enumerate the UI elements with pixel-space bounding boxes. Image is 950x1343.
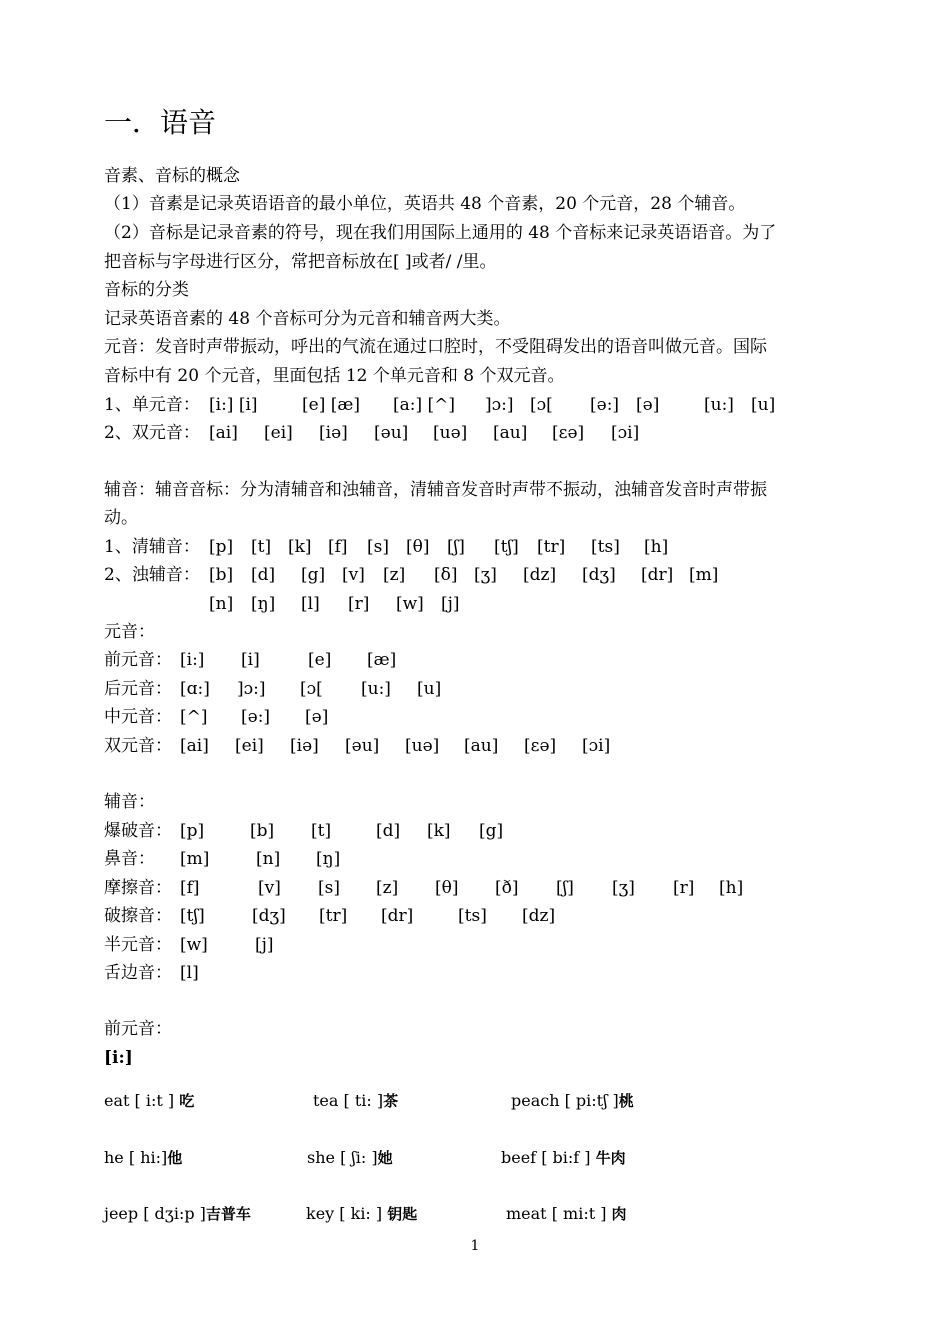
phonetic-symbol: [tr] <box>319 906 348 926</box>
diphthong-row <box>104 423 640 443</box>
phonetic-symbol: [dz] <box>522 906 556 926</box>
phonetic-symbol: [θ] <box>406 537 430 557</box>
phonetic-symbol: [ts] <box>458 906 487 926</box>
phonetic-symbol: [ə:] <box>241 707 271 727</box>
phonetic-symbol: [ɔ[ <box>530 395 553 415</box>
phonetic-symbol: [tʃ] <box>494 537 519 557</box>
example-word: he [ hi:]他 <box>104 1148 183 1167</box>
phonetic-symbol: [v] <box>258 878 281 898</box>
phonetic-symbol: [tʃ] <box>180 906 205 926</box>
phonetic-symbol: [ʒ] <box>612 878 635 898</box>
phonetic-symbol: [g] <box>479 821 504 841</box>
phonetic-symbol: [u:] <box>361 679 391 699</box>
phonetic-symbol: [ŋ] <box>316 849 341 869</box>
phonetic-symbol: [ə] <box>305 707 329 727</box>
example-word: tea [ ti: ]茶 <box>313 1091 399 1110</box>
consonant-definition-line-2: 动。 <box>104 508 138 528</box>
phonetic-symbol: [ai] <box>209 423 238 443</box>
phonetic-symbol: [u] <box>417 679 442 699</box>
phonetic-symbol: [h] <box>719 878 744 898</box>
back-vowel-row <box>104 679 442 699</box>
phonetic-symbol: [p] <box>209 537 234 557</box>
phonetic-symbol: [a:] [^] <box>393 395 456 415</box>
phonetic-symbol: [dz] <box>523 565 557 585</box>
phonetic-symbol: [b] <box>250 821 275 841</box>
phonetic-symbol: [u] <box>751 395 776 415</box>
phonetic-symbol: [p] <box>180 821 205 841</box>
phonetic-symbol: [l] <box>301 594 320 614</box>
page-number: 1 <box>470 1238 480 1254</box>
phonetic-symbol: [s] <box>367 537 389 557</box>
row-label: 中元音： <box>104 707 172 727</box>
phonetic-symbol: [əu] <box>345 736 380 756</box>
phonetic-symbol: [f] <box>180 878 200 898</box>
phonetic-symbol: [dr] <box>381 906 414 926</box>
phonetic-symbol: [m] <box>689 565 719 585</box>
phonetic-symbol: [u:] <box>704 395 734 415</box>
row-label: 2、浊辅音： <box>104 565 200 585</box>
row-label: 爆破音： <box>104 821 172 841</box>
phonetic-symbol: [au] <box>493 423 528 443</box>
phonetic-symbol: [ʃ] <box>556 878 574 898</box>
paragraph-2-line-2: 把音标与字母进行区分，常把音标放在[ ]或者/ /里。 <box>104 252 497 272</box>
row-label: 半元音： <box>104 935 172 955</box>
phonetic-symbol: [ə:] <box>590 395 620 415</box>
phonetic-symbol: [l] <box>180 963 199 983</box>
front-vowel-heading: 前元音： <box>104 1019 172 1039</box>
phonetic-symbol: [εə] <box>552 423 585 443</box>
concept-heading: 音素、音标的概念 <box>104 166 240 186</box>
row-label: 1、清辅音： <box>104 537 200 557</box>
plosive-row <box>104 821 504 841</box>
row-label: 1、单元音： <box>104 395 200 415</box>
lateral-row <box>104 963 199 983</box>
row-label: 2、双元音： <box>104 423 200 443</box>
phonetic-symbol: [εə] <box>524 736 557 756</box>
phonetic-symbol: [e] [æ] <box>302 395 360 415</box>
consonant-definition-line-1: 辅音：辅音音标：分为清辅音和浊辅音，清辅音发音时声带不振动，浊辅音发音时声带振 <box>104 480 767 500</box>
phonetic-symbol: [n] <box>209 594 234 614</box>
phonetic-symbol: [f] <box>328 537 348 557</box>
phonetic-symbol: [j] <box>255 935 274 955</box>
phonetic-symbol: [θ] <box>435 878 459 898</box>
row-label: 后元音： <box>104 679 172 699</box>
diphthong-vowel-row <box>104 736 611 756</box>
row-label: 舌边音： <box>104 963 172 983</box>
classification-heading: 音标的分类 <box>104 280 189 300</box>
phonetic-symbol: [s] <box>318 878 340 898</box>
phonetic-symbol: [w] <box>396 594 424 614</box>
phonetic-symbol: [b] <box>209 565 234 585</box>
phonetic-symbol: [δ] <box>434 565 458 585</box>
phonetic-symbol: [iə] <box>290 736 319 756</box>
phonetic-symbol: [^] <box>180 707 208 727</box>
row-label: 破擦音： <box>104 906 172 926</box>
phonetic-symbol: [t] <box>311 821 332 841</box>
example-word: she [ ʃi: ]她 <box>307 1148 393 1167</box>
example-word: key [ ki: ] 钥匙 <box>306 1204 418 1223</box>
phonetic-symbol: [w] <box>180 935 208 955</box>
vowel-definition-line-2: 音标中有 20 个元音，里面包括 12 个单元音和 8 个双元音。 <box>104 366 565 386</box>
phonetic-symbol: [d] <box>251 565 276 585</box>
phonetic-symbol: ]ɔ:] <box>237 679 266 699</box>
phonetic-symbol: [uə] <box>405 736 440 756</box>
phonetic-symbol: [z] <box>383 565 406 585</box>
phonetic-symbol: [uə] <box>433 423 468 443</box>
phonetic-symbol: [ɔi] <box>611 423 640 443</box>
row-label: 摩擦音： <box>104 878 172 898</box>
front-vowel-row <box>104 650 397 670</box>
phonetic-symbol: [k] <box>288 537 312 557</box>
paragraph-2-line-1: （2）音标是记录音素的符号，现在我们用国际上通用的 48 个音标来记录英语语音。为了 <box>104 223 777 243</box>
phonetic-symbol: [æ] <box>367 650 397 670</box>
phonetic-symbol: [dʒ] <box>582 565 616 585</box>
example-word: meat [ mi:t ] 肉 <box>506 1204 627 1223</box>
phonetic-symbol: [ei] <box>235 736 264 756</box>
phonetic-symbol: [g] <box>301 565 326 585</box>
phonetic-symbol: [z] <box>376 878 399 898</box>
voiceless-consonant-row <box>104 537 669 557</box>
phonetic-symbol: [ts] <box>591 537 620 557</box>
semivowel-row <box>104 935 274 955</box>
phonetic-symbol: [i] <box>241 650 260 670</box>
example-word: beef [ bi:f ] 牛肉 <box>501 1148 626 1167</box>
phonetic-symbol: [i:] <box>180 650 205 670</box>
row-label: 鼻音： <box>104 849 155 869</box>
phonetic-symbol: [ɔ[ <box>300 679 323 699</box>
phonetic-symbol: [ə] <box>636 395 660 415</box>
phonetic-symbol: [v] <box>342 565 365 585</box>
vowels-heading: 元音： <box>104 622 155 642</box>
phonetic-symbol: [iə] <box>319 423 348 443</box>
phonetic-symbol: [ŋ] <box>251 594 276 614</box>
example-word: eat [ i:t ] 吃 <box>104 1091 195 1110</box>
phonetic-symbol: [k] <box>427 821 451 841</box>
vowel-definition-line-1: 元音：发音时声带振动，呼出的气流在通过口腔时，不受阻碍发出的语音叫做元音。国际 <box>104 337 767 357</box>
row-label: 前元音： <box>104 650 172 670</box>
paragraph-1: （1）音素是记录英语语音的最小单位，英语共 48 个音素，20 个元音，28 个辅音。 <box>104 194 746 214</box>
phonetic-symbol: [ð] <box>495 878 519 898</box>
phonetic-symbol: [m] <box>180 849 210 869</box>
section-title: 一．语音 <box>104 106 217 139</box>
phonetic-symbol: [tr] <box>537 537 566 557</box>
fricative-row <box>104 878 744 898</box>
central-vowel-row <box>104 707 329 727</box>
row-label: 双元音： <box>104 736 172 756</box>
phonetic-symbol: [t] <box>251 537 272 557</box>
monophthong-row <box>104 395 776 415</box>
phonetic-symbol: [ɑ:] <box>180 679 210 699</box>
phonetic-symbol: [ɔi] <box>582 736 611 756</box>
phonetic-symbol: [j] <box>441 594 460 614</box>
example-word: jeep [ dʒi:p ]吉普车 <box>104 1204 251 1223</box>
phonetic-symbol: [n] <box>256 849 281 869</box>
phonetic-symbol: [au] <box>464 736 499 756</box>
phonetic-symbol: [ei] <box>264 423 293 443</box>
phonetic-symbol: [r] <box>348 594 370 614</box>
phonetic-symbol: [əu] <box>374 423 409 443</box>
phonetic-symbol: ]ɔ:] <box>485 395 514 415</box>
focus-symbol: [i:] <box>104 1048 133 1068</box>
classification-text: 记录英语音素的 48 个音标可分为元音和辅音两大类。 <box>104 309 511 329</box>
phonetic-symbol: [dr] <box>641 565 674 585</box>
phonetic-symbol: [ʃ] <box>447 537 465 557</box>
phonetic-symbol: [h] <box>644 537 669 557</box>
phonetic-symbol: [d] <box>376 821 401 841</box>
phonetic-symbol: [ʒ] <box>474 565 497 585</box>
example-word: peach [ pi:tʃ ]桃 <box>511 1091 634 1110</box>
voiced-consonant-row <box>104 565 719 585</box>
phonetic-symbol: [e] <box>308 650 332 670</box>
consonants-heading: 辅音： <box>104 792 155 812</box>
phonetic-symbol: [i:] [i] <box>209 395 258 415</box>
affricate-row <box>104 906 556 926</box>
phonetic-symbol: [dʒ] <box>252 906 286 926</box>
phonetic-symbol: [r] <box>673 878 695 898</box>
nasal-row <box>104 849 341 869</box>
phonetic-symbol: [ai] <box>180 736 209 756</box>
